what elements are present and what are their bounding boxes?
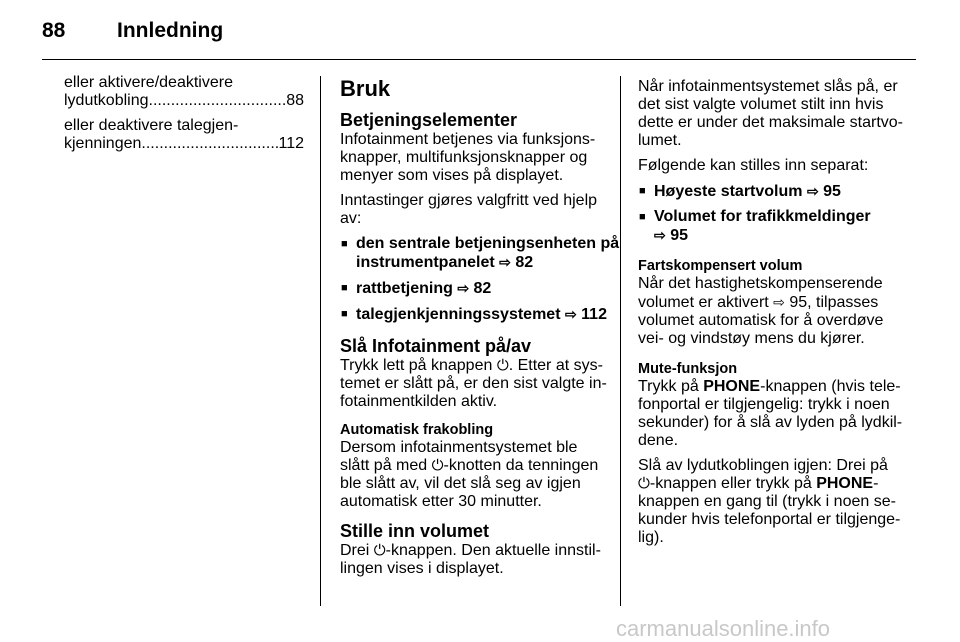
phone-key-label: PHONE (816, 475, 874, 492)
power-icon: ⏻ (431, 457, 444, 474)
arrow-icon: ⇨ (564, 306, 577, 322)
toc-leader-dots (149, 92, 287, 110)
power-icon: ⏻ (373, 542, 386, 559)
text-line: slått på med ⏻-knotten da tenningen (340, 457, 599, 474)
text-line: ⏻-knappen eller trykk på PHONE- (638, 475, 879, 492)
text-line: fonportal er tilgjengelig: trykk i noen (638, 396, 890, 413)
bullet-item (340, 279, 604, 298)
text-line: Når infotainmentsystemet slås på, er (638, 78, 898, 95)
page-ref[interactable]: 95 (789, 294, 808, 311)
arrow-icon: ⇨ (499, 254, 511, 270)
page-ref[interactable]: 82 (473, 280, 492, 297)
column-1 (64, 74, 304, 153)
phone-key-label: PHONE (703, 378, 761, 395)
page-ref[interactable]: 95 (670, 227, 688, 244)
arrow-icon: ⇨ (457, 280, 470, 296)
text-line: automatisk etter 30 minutter. (340, 493, 542, 510)
text-line: dette er under det maksimale startvo- (638, 114, 904, 131)
column-divider-2 (620, 76, 621, 606)
page-ref[interactable]: 112 (581, 306, 607, 323)
toc-entry-1-page: 88 (286, 92, 304, 109)
bullet-text: ■ Volumet for trafikkmeldinger (654, 208, 871, 225)
text-line: det sist valgte volumet stilt inn hvis (638, 96, 884, 113)
toc-entry-1-line-1: eller aktivere/deaktivere (64, 74, 233, 91)
text-line: menyer som vises på displayet. (340, 167, 564, 184)
bullet-item (638, 182, 904, 201)
toc-leader-dots (141, 135, 278, 153)
text-line: lig). (638, 529, 664, 546)
text-line: lingen vises i displayet. (340, 560, 504, 577)
bullet-text: ■ Høyeste startvolum ⇨ 95 (654, 183, 841, 200)
bullet-text: ■ rattbetjening ⇨ 82 (356, 280, 492, 297)
text-line: Når det hastighetskompenserende (638, 275, 883, 292)
arrow-icon: ⇨ (654, 227, 666, 243)
watermark: carmanualsonline.info (616, 616, 831, 641)
text-line: Trykk lett på knappen ⏻. Etter at sys- (340, 357, 603, 374)
bullet-text: ■ den sentrale betjeningsenheten på (356, 235, 620, 252)
bullet-item (340, 305, 607, 324)
bullet-text (654, 226, 904, 245)
header-rule (42, 59, 916, 60)
text-line: volumet automatisk for å overdøve (638, 312, 884, 329)
text-line: dene. (638, 432, 679, 449)
bullet-item (638, 208, 904, 245)
arrow-icon: ⇨ (806, 183, 819, 199)
power-icon: ⏻ (638, 475, 650, 492)
text-line: temet er slått på, er den sist valgte in- (340, 375, 607, 392)
text-line: av: (340, 210, 362, 227)
text-line: Infotainment betjenes via funksjons- (340, 131, 596, 148)
text-line: knappen en gang til (trykk i noen se- (638, 493, 896, 510)
text-line: knapper, multifunksjonsknapper og (340, 149, 588, 166)
toc-entry-2[interactable] (64, 135, 304, 153)
arrow-icon: ⇨ (773, 294, 785, 310)
heading-automatisk-frakobling: Automatisk frakobling (340, 422, 494, 438)
text-line: Trykk på PHONE-knappen (hvis tele- (638, 378, 901, 395)
bullet-text: ■ talegjenkjenningssystemet ⇨ 112 (356, 306, 607, 323)
page-ref[interactable]: 95 (823, 183, 841, 200)
page-header (0, 0, 960, 60)
power-icon: ⏻ (496, 357, 509, 374)
text-line: Slå av lydutkoblingen igjen: Drei på (638, 457, 888, 474)
text-line: Følgende kan stilles inn separat: (638, 157, 869, 174)
toc-entry-1-label: lydutkobling (64, 92, 149, 109)
column-2 (340, 76, 620, 578)
column-3 (638, 78, 904, 547)
heading-betjeningselementer: Betjeningselementer (340, 110, 518, 130)
heading-bruk: Bruk (340, 76, 391, 101)
page-number: 88 (42, 19, 66, 42)
text-line: sekunder) for å slå av lyden på lydkil- (638, 414, 903, 431)
text-line: Inntastinger gjøres valgfritt ved hjelp (340, 192, 598, 209)
column-divider-1 (320, 76, 321, 606)
text-line: fotainmentkilden aktiv. (340, 393, 498, 410)
text-line: Dersom infotainmentsystemet ble (340, 439, 578, 456)
text-line: Drei ⏻-knappen. Den aktuelle innstil- (340, 542, 601, 559)
text-line: lumet. (638, 132, 682, 149)
toc-entry-2-label: kjenningen (64, 135, 142, 152)
page-ref[interactable]: 82 (515, 254, 534, 271)
text-line: volumet er aktivert ⇨ 95, tilpasses (638, 294, 879, 311)
text-line: ble slått av, vil det slå seg av igjen (340, 475, 581, 492)
heading-mute-funksjon: Mute-funksjon (638, 361, 738, 377)
bullet-text: instrumentpanelet ⇨ 82 (356, 254, 534, 271)
text-line: kunder hvis telefonportal er tilgjenge- (638, 511, 901, 528)
toc-entry-1[interactable] (64, 92, 304, 110)
bullet-item (340, 235, 620, 272)
toc-entry-2-line-1: eller deaktivere talegjen- (64, 117, 239, 134)
heading-fartskompensert-volum: Fartskompensert volum (638, 258, 803, 274)
text-line: vei- og vindstøy mens du kjører. (638, 330, 865, 347)
heading-sla-infotainment: Slå Infotainment på/av (340, 336, 532, 356)
heading-stille-inn-volumet: Stille inn volumet (340, 521, 490, 541)
page-title: Innledning (117, 19, 224, 42)
toc-entry-2-page: 112 (278, 135, 304, 152)
